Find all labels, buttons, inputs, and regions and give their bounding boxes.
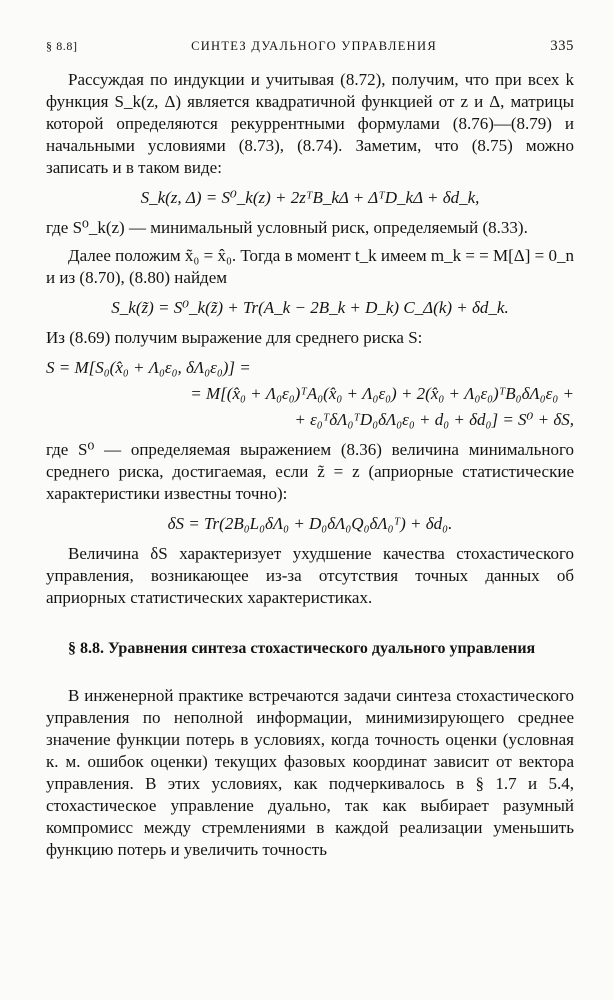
formula-average-risk-line-3: + ε₀ᵀδΛ₀ᵀD₀δΛ₀ε₀ + d₀ + δd₀] = S⁰ + δS,: [294, 410, 574, 429]
section-heading: § 8.8. Уравнения синтеза стохастического дуального управления: [68, 640, 536, 657]
paragraph-engineering-practice: В инженерной практике встречаются задачи синтеза стохастического управления по неполной информации, минимизирующего среднее значение функции потерь в условиях, когда точность оценки (условная к. м. ошибок оценки) текущих фазовых координат зависит от вектора управления. В этих условиях, как подчеркивалось в § 1.7 и 5.4, стохастическое управление дуально, так как выбирает разумный компромисс между стремлениями в каждой реализации уменьшить функцию потерь и увеличить точность: [46, 686, 574, 859]
formula-average-risk-line-1: S = M[S₀(x̂₀ + Λ₀ε₀, δΛ₀ε₀)] =: [46, 358, 251, 377]
formula-average-risk-line-2: = M[(x̂₀ + Λ₀ε₀)ᵀA₀(x̂₀ + Λ₀ε₀) + 2(x̂₀ + Λ₀ε₀)ᵀB₀δΛ₀ε₀ +: [190, 384, 574, 403]
running-header: [46, 38, 574, 55]
book-page: [46, 38, 574, 861]
paragraph-degradation: Величина δS характеризует ухудшение качества стохастического управления, возникающее из-за отсутствия точных данных об априорных статистических характеристиках.: [46, 544, 574, 607]
paragraph-average-risk: Из (8.69) получим выражение для среднего риска S:: [46, 328, 423, 347]
formula-delta-s: δS = Tr(2B₀L₀δΛ₀ + D₀δΛ₀Q₀δΛ₀ᵀ) + δd₀.: [167, 514, 453, 533]
paragraph-moment: Далее положим x̃₀ = x̂₀. Тогда в момент t_k имеем m_k = = M[Δ] = 0_n и из (8.70), (8.80) найдем: [46, 246, 574, 287]
header-section: § 8.8]: [46, 39, 78, 53]
paragraph-min-risk: где S⁰_k(z) — минимальный условный риск, определяемый (8.33).: [46, 218, 528, 237]
formula-trace-risk: S_k(z̃) = S⁰_k(z̃) + Tr(A_k − 2B_k + D_k) C_Δ(k) + δd_k.: [111, 298, 509, 317]
paragraph-induction: Рассуждая по индукции и учитывая (8.72), получим, что при всех k функция S_k(z, Δ) является квадратичной функцией от z и Δ, матрицы которой определяются рекуррентными формулами (8.76)—(8.79) и начальными условиями (8.73), (8.74). Заметим, что (8.75) можно записать и в таком виде:: [46, 70, 574, 177]
paragraph-min-average-risk: где S⁰ — определяемая выражением (8.36) величина минимального среднего риска, достигаемая, если z̃ = z (априорные статистические характеристики известны точно):: [46, 440, 574, 503]
page-number: 335: [550, 38, 574, 54]
header-title: СИНТЕЗ ДУАЛЬНОГО УПРАВЛЕНИЯ: [191, 39, 437, 53]
formula-quadratic-risk: S_k(z, Δ) = S⁰_k(z) + 2zᵀB_kΔ + ΔᵀD_kΔ + δd_k,: [140, 188, 480, 207]
